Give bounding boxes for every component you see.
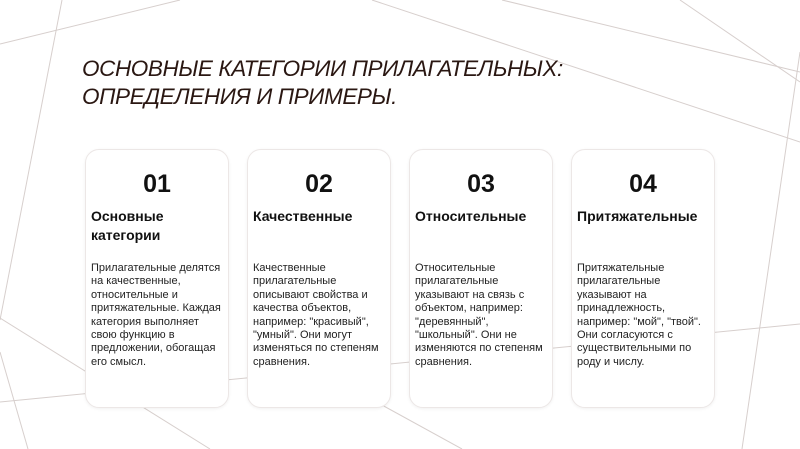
card-text: Качественные прилагательные описывают свойства и качества объектов, например: "красивый", "умный". Они могут изменяться по степеням сравнения.	[253, 262, 379, 368]
card-heading: Относительные	[415, 208, 527, 224]
card-number: 02	[305, 170, 333, 198]
card-heading: Качественные	[253, 208, 353, 224]
card-possessive	[571, 149, 715, 408]
card-text: Притяжательные прилагательные указывают на принадлежность, например: "мой", "твой". Они согласуются с существительными по роду и числу.	[577, 262, 701, 368]
bg-line	[742, 52, 800, 449]
card-number: 03	[467, 170, 495, 198]
card-relative	[409, 149, 553, 408]
card-heading: Притяжательные	[577, 208, 698, 224]
card-qualitative	[247, 149, 391, 408]
bg-line	[0, 0, 180, 44]
card-number: 01	[143, 170, 171, 198]
page-title: ОСНОВНЫЕ КАТЕГОРИИ ПРИЛАГАТЕЛЬНЫХ: ОПРЕДЕЛЕНИЯ И ПРИМЕРЫ.	[82, 56, 563, 109]
bg-line	[0, 0, 62, 320]
card-text: Прилагательные делятся на качественные, относительные и притяжательные. Каждая категория выполняет свою функцию в предложении, обогащая его смысл.	[91, 262, 221, 368]
card-basic-categories	[85, 149, 229, 408]
bg-line	[0, 352, 28, 449]
card-number: 04	[629, 170, 657, 198]
card-text: Относительные прилагательные указывают на связь с объектом, например: "деревянный", "школьный". Они не изменяются по степеням сравнения.	[415, 262, 543, 368]
card-heading: Основные категории	[91, 208, 164, 243]
